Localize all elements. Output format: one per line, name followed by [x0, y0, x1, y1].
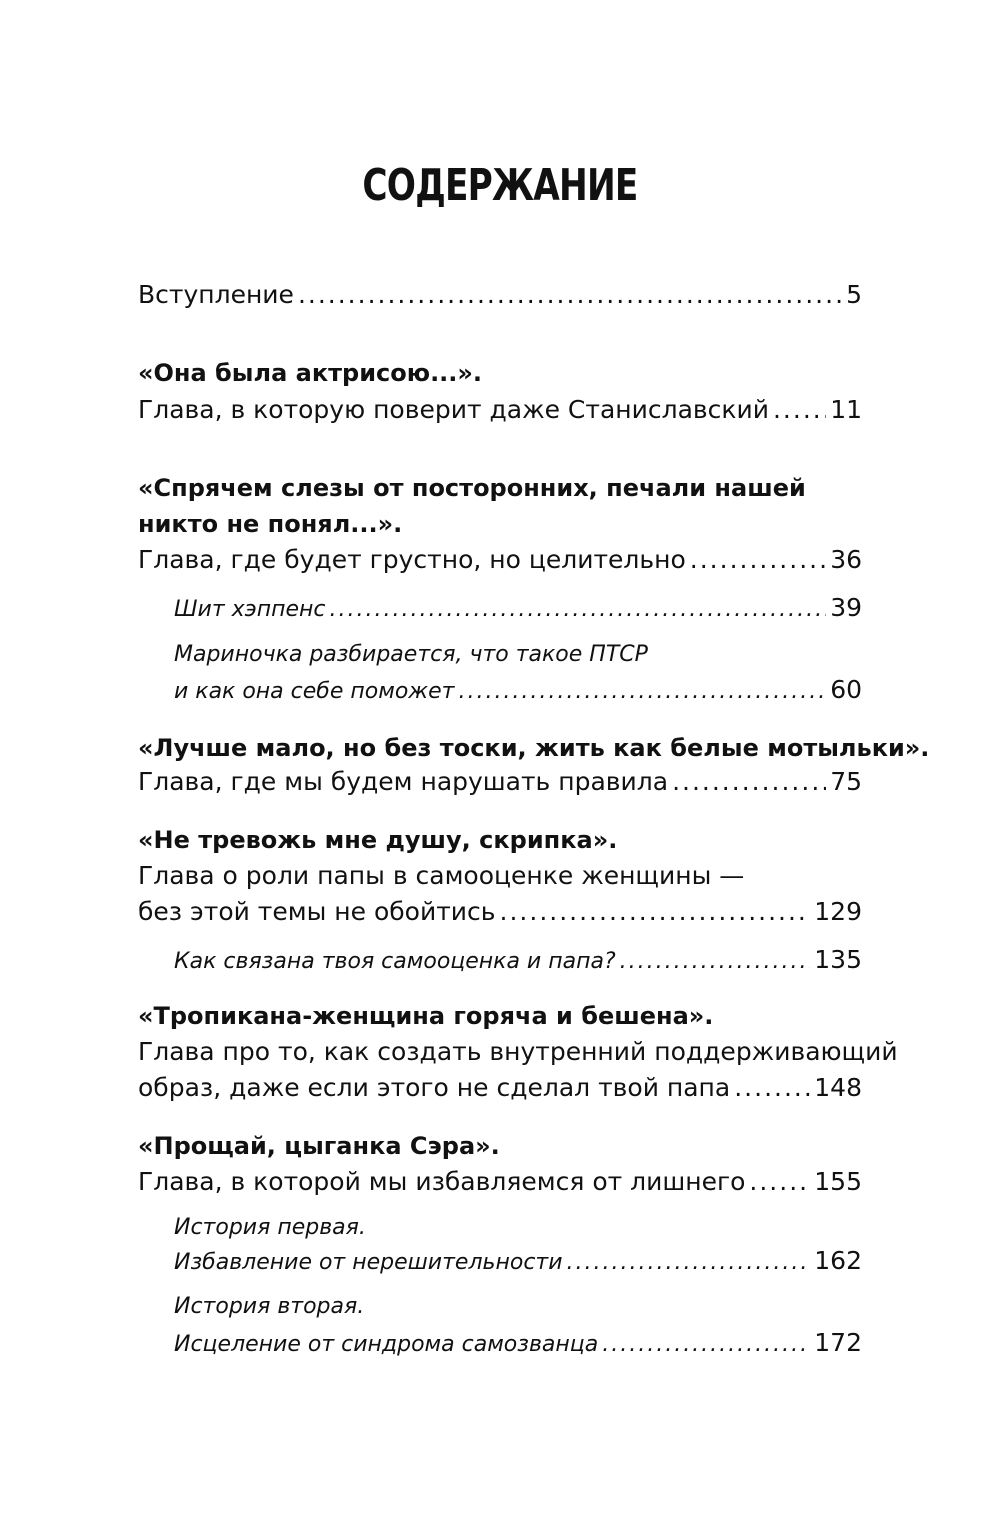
toc-entry-label: Шит хэппенс [174, 597, 326, 622]
leader-dots [773, 392, 826, 428]
toc-subentry-line: История вторая. [174, 1294, 365, 1319]
leader-dots [690, 542, 826, 578]
chapter-heading-cont: никто не понял...». [138, 510, 403, 538]
toc-entry-ch5[interactable] [138, 1070, 862, 1106]
leader-dots [458, 674, 826, 710]
toc-subentry-line: История первая. [174, 1215, 366, 1240]
toc-entry-line: Глава про то, как создать внутренний поддерживающий [138, 1037, 898, 1066]
toc-entry-label: Глава, в которую поверит даже Станиславский [138, 395, 769, 424]
leader-dots [734, 1070, 810, 1106]
page-number: 148 [814, 1073, 862, 1102]
page-number: 135 [814, 945, 862, 974]
leader-dots [567, 1245, 811, 1281]
page-title: СОДЕРЖАНИЕ [362, 160, 638, 211]
chapter-heading: «Не тревожь мне душу, скрипка». [138, 826, 618, 854]
toc-subentry-line: Мариночка разбирается, что такое ПТСР [174, 642, 648, 667]
page-number: 129 [814, 897, 862, 926]
toc-entry-label: Как связана твоя самооценка и папа? [174, 949, 616, 974]
page-number: 75 [830, 767, 862, 796]
toc-entry-label: Глава, в которой мы избавляемся от лишнего [138, 1167, 746, 1196]
toc-entry-line: Глава о роли папы в самооценке женщины — [138, 861, 745, 890]
page-number: 36 [830, 545, 862, 574]
toc-entry-intro[interactable] [138, 277, 862, 313]
leader-dots [602, 1327, 810, 1363]
toc-entry-label: образ, даже если этого не сделал твой папа [138, 1073, 731, 1102]
toc-entry-label: без этой темы не обойтись [138, 897, 496, 926]
chapter-heading: «Она была актрисою...». [138, 359, 483, 387]
toc-subentry[interactable] [174, 590, 862, 626]
leader-dots [500, 894, 811, 930]
toc-subentry[interactable] [174, 1325, 862, 1361]
page-number: 172 [814, 1328, 862, 1357]
page-number: 5 [846, 280, 862, 309]
chapter-heading: «Прощай, цыганка Сэра». [138, 1132, 500, 1160]
chapter-heading: «Тропикана-женщина горяча и бешена». [138, 1002, 714, 1030]
toc-entry-ch2[interactable] [138, 542, 862, 578]
leader-dots [330, 592, 827, 628]
toc-entry-ch6[interactable] [138, 1164, 862, 1200]
toc-subentry[interactable] [174, 942, 862, 978]
toc-entry-ch3[interactable] [138, 764, 862, 800]
toc-entry-label: Глава, где будет грустно, но целительно [138, 545, 686, 574]
toc-subentry[interactable] [174, 672, 862, 708]
toc-subentry[interactable] [174, 1243, 862, 1279]
toc-entry-ch1[interactable] [138, 392, 862, 428]
leader-dots [298, 277, 842, 313]
toc-entry-label: Исцеление от синдрома самозванца [174, 1332, 599, 1357]
toc-entry-label: Избавление от нерешительности [174, 1250, 563, 1275]
leader-dots [620, 944, 811, 980]
page-number: 155 [814, 1167, 862, 1196]
page-number: 162 [814, 1246, 862, 1275]
toc-entry-label: и как она себе поможет [174, 679, 455, 704]
leader-dots [749, 1164, 810, 1200]
chapter-heading: «Спрячем слезы от посторонних, печали нашей [138, 474, 806, 502]
page-number: 39 [830, 593, 862, 622]
page-number: 11 [830, 395, 862, 424]
toc-entry-label: Вступление [138, 280, 294, 309]
toc-entry-ch4[interactable] [138, 894, 862, 930]
toc-entry-label: Глава, где мы будем нарушать правила [138, 767, 669, 796]
leader-dots [672, 764, 826, 800]
chapter-heading: «Лучше мало, но без тоски, жить как белые мотыльки». [138, 734, 930, 762]
page-number: 60 [830, 675, 862, 704]
